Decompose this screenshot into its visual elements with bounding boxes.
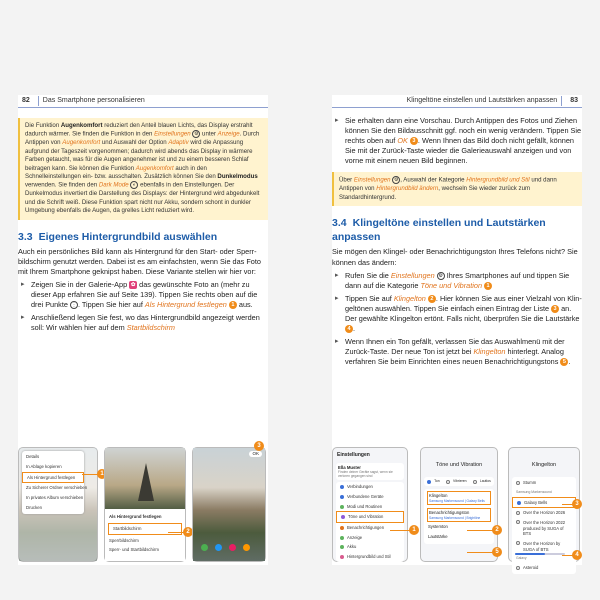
mode-sound[interactable]: Ton: [427, 479, 439, 484]
settings-item[interactable]: Akku: [336, 542, 404, 552]
dock-icons: [201, 544, 253, 551]
ringtone-option-selected[interactable]: Galaxy Bells: [512, 497, 576, 509]
step-1: ▸ Zeigen Sie in der Galerie-App ✿ das gewünschte Foto an (mehr zu dieser App erfahren Sie auf Seite 139). Tippen Sie rechts oben auf die drei Punkte ⋮ . Tippen Sie hier auf Als Hintergrund festlegen 1 aus.: [18, 280, 268, 310]
radio-off: [446, 480, 450, 484]
callout-4: 4: [572, 550, 582, 560]
ringtone-group-label: Samsung Markensound: [516, 490, 552, 495]
system-sound-item[interactable]: Systemton: [428, 524, 448, 530]
notification-sound-item[interactable]: Benachrichtigungston Samsung Markensound | Brightline: [427, 508, 491, 522]
gear-icon: ⚙: [438, 272, 443, 279]
temple-shape: [138, 463, 154, 501]
callout-2: 2: [428, 295, 436, 303]
settings-header: Einstellungen: [337, 452, 370, 458]
ringtone-option[interactable]: Asteroid: [512, 563, 576, 573]
mode-vibrate[interactable]: Vibrieren: [446, 479, 467, 484]
sound-icon: [341, 515, 345, 519]
screenshot-settings: [332, 447, 408, 562]
section-heading: 3.4 Klingeltöne einstellen und Lautstärken anpassen: [332, 217, 546, 244]
display-icon: [340, 536, 344, 540]
divider: [561, 96, 562, 106]
menu-item[interactable]: In privates Album verschieben: [26, 495, 84, 501]
ringtone-header: Klingelton: [531, 462, 557, 468]
option-both-screens[interactable]: Sperr- und Startbildschirm: [109, 547, 159, 553]
volume-slider[interactable]: [515, 553, 565, 555]
callout-3: 3: [572, 499, 582, 509]
settings-item[interactable]: Anzeige: [336, 533, 404, 543]
option-home-screen[interactable]: Startbildschirm: [108, 523, 182, 535]
right-page: [332, 95, 582, 570]
devices-icon: [340, 495, 344, 499]
sound-mode-selector: [424, 477, 494, 486]
callout-1: 1: [409, 525, 419, 535]
menu-item-set-wallpaper[interactable]: Als Hintergrund festlegen: [22, 472, 84, 484]
screenshot-preview: [192, 447, 266, 562]
dark-mode-icon: ◐: [130, 181, 138, 189]
menu-item[interactable]: Drucken: [26, 504, 43, 510]
radio-off: [473, 480, 477, 484]
messages-icon: [215, 544, 222, 551]
ringtone-option[interactable]: Stumm: [512, 478, 576, 488]
bottom-sheet: [105, 509, 185, 561]
gallery-app-icon: ✿: [130, 282, 136, 289]
running-head-title: Das Smartphone personalisieren: [42, 97, 145, 105]
screenshot-gallery-menu: [18, 447, 98, 562]
callout-1: 1: [484, 282, 492, 290]
mode-silent[interactable]: Lautlos: [473, 479, 491, 484]
battery-icon: [340, 545, 344, 549]
page-number: 82: [22, 97, 30, 105]
ringtone-option[interactable]: Over the Horizon 2022 produced by SUGA of BTS: [512, 518, 576, 539]
callout-2: 2: [183, 527, 193, 537]
wallpaper-icon: [340, 555, 344, 559]
settings-list: [336, 482, 404, 561]
info-note-box: Die Funktion Augenkomfort reduziert den Anteil blauen Lichts, das Display erstrahlt dadurch wärmer. Sie finden die Funktion in den Einstellungen ⚙ unter Anzeige. Durch Antippen von Augenkomfort und Auswahl der Option Adaptiv wird die Anpassung aufgrund der Tageszeit vorgenommen; dadurch wird abends das Display in wärmere Farben getaucht, was für die Augen angenehmer ist und zu einem besseren Schlaf beitragen kann. Sie können die Funktion Augenkomfort auch in den Schnelleinstellungen ein- bzw. ausschalten. Zusätzlich können Sie den Dunkelmodus verwenden. Sie finden den Dark Mode ◐ ebenfalls in den Einstellungen. Der Dunkelmodus invertiert die Darstellung des Displays: der Hintergrund wird abgedunkelt und die Schrift weiß. Diese Funktion spart nicht nur Akku, sondern schont in dunkler Umgebung ebenfalls die Augen, da grelles Licht reduziert wird.: [18, 118, 268, 220]
menu-item[interactable]: Details: [26, 454, 40, 459]
gallery-icon: [229, 544, 236, 551]
callout-5: 5: [492, 547, 502, 557]
radio-on: [427, 480, 431, 484]
callout-3: 3: [410, 137, 418, 145]
sound-settings-list: [424, 489, 494, 544]
step-3: ▸ Wenn Ihnen ein Ton gefällt, verlassen Sie das Auswahlmenü mit der Zurück-Taste. Der neue Ton ist jetzt bei Klingelton hinterlegt. Analog verfahren Sie beim Einrichten eines neuen Benachrichtigungstons 5 .: [332, 337, 582, 367]
callout-5: 5: [560, 358, 568, 366]
screenshot-wallpaper-choice: [104, 447, 186, 562]
section-intro: Auch ein persönliches Bild kann als Hintergrund für den Start- oder Sperrbildschirm genutzt werden. Dabei ist es am einfachsten, wenn Sie das Foto mit Ihrem Smartphone geknipst haben. Diese Variante stellen wir hier vor:: [18, 246, 261, 276]
volume-slider-fill: [515, 553, 545, 555]
step-2: ▸ Tippen Sie auf Klingelton 2 . Hier können Sie aus einer Vielzahl von Klingeltönen auswählen. Tippen Sie einfach einen Eintrag der Liste 3 an. Der gewählte Klingelton ertönt. Falls nicht, überprüfen Sie die Lautstärke 4 .: [332, 294, 582, 334]
callout-4: 4: [345, 325, 353, 333]
running-head-title: Klingeltöne einstellen und Lautstärken anpassen: [406, 97, 558, 105]
callout-line: [562, 504, 574, 505]
ringtone-list: [512, 477, 576, 573]
running-head-right: [332, 95, 582, 108]
ringtone-group-label: Galaxy: [516, 556, 527, 561]
wifi-icon: [340, 485, 344, 489]
section-heading: 3.3 Eigenes Hintergrundbild auswählen: [18, 230, 218, 243]
callout-1: 1: [229, 301, 237, 309]
gear-icon: ⚙: [393, 177, 399, 184]
option-lock-screen[interactable]: Sperrbildschirm: [109, 537, 139, 543]
step-preview: ▸ Sie erhalten dann eine Vorschau. Durch Antippen des Fotos und Ziehen können Sie den Bildausschnitt ggf. noch ein wenig verändern. Tippen Sie rechts oben auf OK 3 . Wenn Ihnen das Bild doch nicht gefällt, können Sie mit der Zurück-Taste wieder die Galerieauswahl anzeigen und von vorne mit einem neuen Bild beginnen.: [332, 116, 582, 166]
menu-item[interactable]: Zu Sicherer Ordner verschieben: [26, 485, 88, 491]
section-intro: Sie mögen den Klingel- oder Benachrichtigungston Ihres Telefons nicht? Sie können das ändern:: [332, 247, 578, 267]
callout-line: [562, 555, 574, 556]
callout-3: 3: [551, 305, 559, 313]
step-1: ▸ Rufen Sie die Einstellungen ⚙ Ihres Smartphones auf und tippen Sie dann auf die Kategorie Töne und Vibration 1: [332, 271, 582, 291]
callout-2: 2: [492, 525, 502, 535]
profile-card[interactable]: Ella Muster Finden deiner Geräte sagst, wenn sie verloren gegangen sind: [336, 463, 404, 481]
camera-icon: [243, 544, 250, 551]
settings-item[interactable]: Hintergrundbild und Stil: [336, 552, 404, 562]
running-head-left: [18, 95, 268, 108]
bell-icon: [340, 526, 344, 530]
photo-preview: [105, 448, 185, 510]
callout-3: 3: [254, 441, 264, 451]
menu-item[interactable]: In Ablage kopieren: [26, 463, 62, 469]
settings-item[interactable]: Verbundene Geräte: [336, 492, 404, 502]
page-number: 83: [570, 97, 578, 105]
step-2: ▸ Anschließend legen Sie fest, wo das Hintergrundbild angezeigt werden soll: Wir wählen hier auf dem Startbildschirm: [18, 313, 268, 333]
left-page: [18, 95, 268, 565]
info-note-box: Über Einstellungen ⚙ , Auswahl der Kategorie Hintergrundbild und Stil und dann Antippen von Hintergrundbild ändern, wechseln Sie wieder zurück zum Standardhintergrund.: [332, 172, 582, 206]
settings-item[interactable]: Modi und Routinen: [336, 502, 404, 512]
callout-1: 1: [97, 469, 107, 479]
settings-item[interactable]: Benachrichtigungen: [336, 523, 404, 533]
context-menu: [22, 451, 88, 514]
gear-icon: ⚙: [194, 131, 199, 138]
divider: [38, 96, 39, 106]
ringtone-option[interactable]: Over the Horizon 2026: [512, 508, 576, 518]
settings-item-sounds[interactable]: Töne und Vibration: [336, 511, 404, 523]
ringtone-option[interactable]: Over the Horizon by SUGA of BTS: [512, 539, 576, 554]
screenshot-sounds: [420, 447, 498, 562]
volume-item[interactable]: Lautstärke: [428, 533, 448, 539]
settings-item[interactable]: Verbindungen: [336, 482, 404, 492]
sounds-header: Töne und Vibration: [435, 462, 483, 468]
sheet-title: Als Hintergrund festlegen: [109, 514, 162, 520]
more-options-icon: ⋮: [71, 302, 77, 309]
phone-icon: [201, 544, 208, 551]
ok-button[interactable]: OK: [249, 451, 262, 457]
modes-icon: [340, 505, 344, 509]
ringtone-item[interactable]: Klingelton Samsung Markensound | Galaxy Bells: [427, 491, 491, 505]
